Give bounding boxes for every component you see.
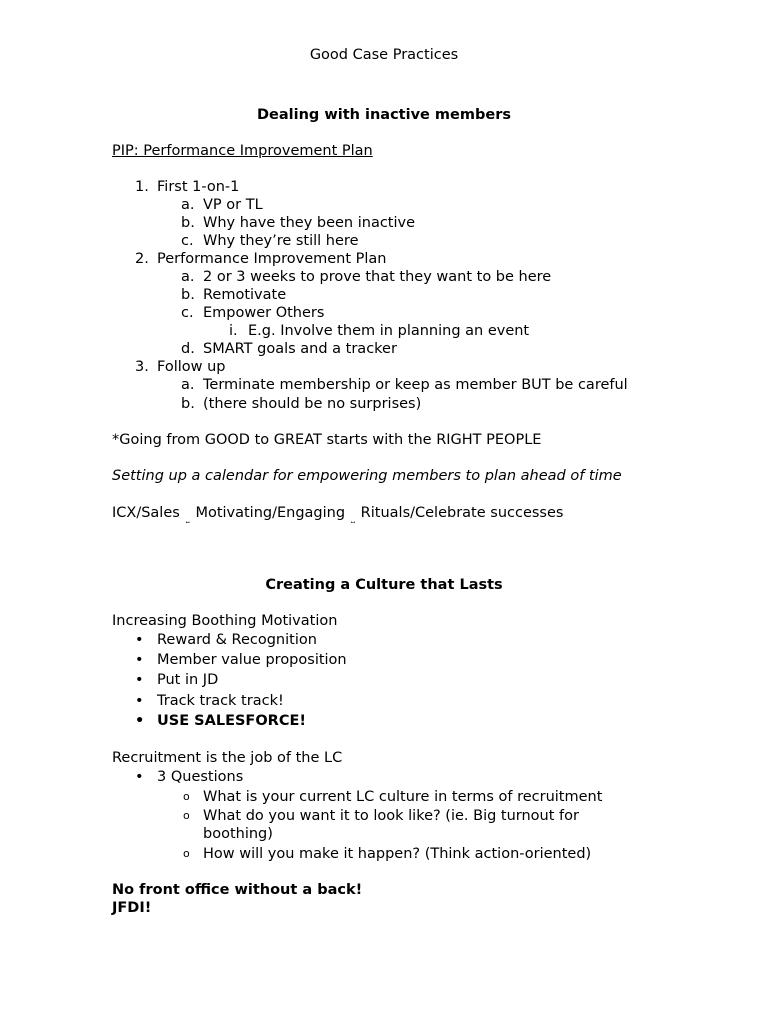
bullet-icon: • [135,672,144,688]
document-title: Good Case Practices [309,47,459,63]
closing-statement: No front office without a back! [112,882,363,898]
list-marker: c. [181,305,194,321]
sub-bullet-icon: o [183,847,190,860]
question-text: boothing) [203,826,273,842]
good-to-great-note: *Going from GOOD to GREAT starts with the RIGHT PEOPLE [112,432,542,448]
bullet-icon: • [135,769,144,785]
bullet-text: USE SALESFORCE! [157,713,306,729]
list-item-text: First 1-on-1 [157,179,240,195]
list-marker: 2. [135,251,149,267]
list-marker: a. [181,269,195,285]
list-item-text: 2 or 3 weeks to prove that they want to be here [203,269,552,285]
list-item-text: Empower Others [203,305,325,321]
bullet-icon: • [135,632,144,648]
list-item-text: (there should be no surprises) [203,396,422,412]
bullet-text: 3 Questions [157,769,244,785]
flow-separator-icon: ⎵ [351,514,355,524]
list-marker: i. [229,323,238,339]
list-item-text: VP or TL [203,197,263,213]
list-item-text: SMART goals and a tracker [203,341,397,357]
list-item-text: Performance Improvement Plan [157,251,387,267]
flow-step-rituals: Rituals/Celebrate successes [360,505,564,521]
bullet-icon: • [135,693,144,709]
bullet-text: Put in JD [157,672,219,688]
list-marker: b. [181,215,195,231]
recruitment-label: Recruitment is the job of the LC [112,750,343,766]
boothing-label: Increasing Boothing Motivation [112,613,338,629]
section-heading-inactive-members: Dealing with inactive members [257,107,511,123]
list-marker: b. [181,396,195,412]
list-marker: a. [181,377,195,393]
list-item-text: Why they’re still here [203,233,359,249]
sub-bullet-icon: o [183,809,190,822]
list-marker: d. [181,341,195,357]
question-text: What do you want it to look like? (ie. Big turnout for [203,808,579,824]
process-flow [112,504,563,528]
list-marker: b. [181,287,195,303]
list-item-text: Terminate membership or keep as member BUT be careful [203,377,628,393]
question-text: What is your current LC culture in terms of recruitment [203,789,603,805]
list-item-text: Remotivate [203,287,287,303]
flow-separator-icon: ⎵ [185,514,190,524]
sub-bullet-icon: o [183,790,190,803]
list-item-text: E.g. Involve them in planning an event [248,323,530,339]
flow-step-icx-sales: ICX/Sales [112,505,180,521]
bullet-text: Track track track! [157,693,284,709]
bullet-text: Member value proposition [157,652,347,668]
list-marker: a. [181,197,195,213]
question-text: How will you make it happen? (Think action-oriented) [203,846,592,862]
list-item-text: Why have they been inactive [203,215,416,231]
calendar-note: Setting up a calendar for empowering members to plan ahead of time [112,468,622,484]
bullet-icon: • [135,713,145,729]
list-item-text: Follow up [157,359,226,375]
list-marker: c. [181,233,194,249]
bullet-icon: • [135,652,144,668]
section-heading-culture: Creating a Culture that Lasts [265,577,503,593]
pip-label: PIP: Performance Improvement Plan [112,143,373,159]
list-marker: 1. [135,179,149,195]
bullet-text: Reward & Recognition [157,632,317,648]
closing-jfdi: JFDI! [112,900,152,916]
list-marker: 3. [135,359,149,375]
flow-step-motivating: Motivating/Engaging [195,505,346,521]
